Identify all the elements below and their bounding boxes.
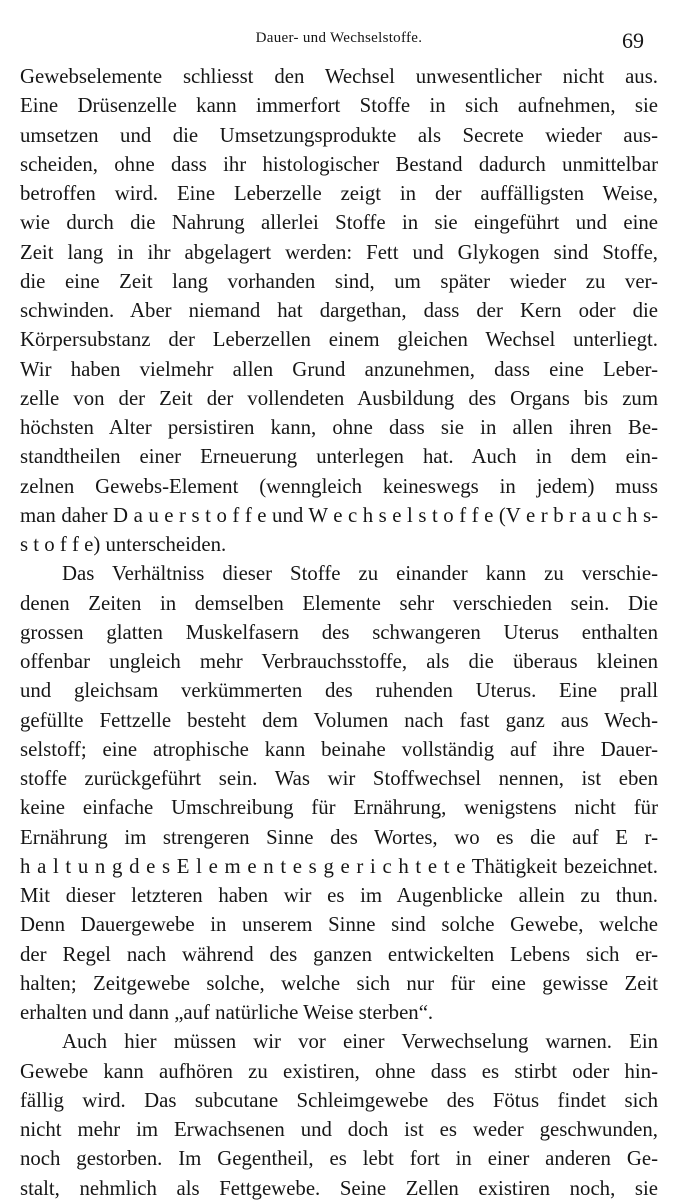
text-line: standtheilen einer Erneuerung unterlegen hat. Auch in dem ein- [20,445,658,469]
text-line: Mit dieser letzteren haben wir es im Augenblicke allein zu thun. [20,884,658,907]
text-line: Auch hier müssen wir vor einer Verwechselung warnen. Ein [62,1030,658,1054]
text-line: denen Zeiten in demselben Elemente sehr verschieden sein. Die [20,591,658,615]
text-line: Ernährung im strengeren Sinne des Wortes, wo es die auf E r- [20,825,658,849]
text-line: zelnen Gewebs-Element (wenngleich keineswegs in jedem) muss [20,474,658,498]
text-line: umsetzen und die Umsetzungsprodukte als Secrete wieder aus- [20,123,658,147]
running-head [20,22,658,52]
text-line: scheiden, ohne dass ihr histologischer Bestand dadurch unmittelbar [20,152,658,176]
text-line: Das Verhältniss dieser Stoffe zu einander kann zu verschie- [62,562,658,586]
text-line: erhalten und dann „auf natürliche Weise sterben“. [20,1001,434,1024]
text-line: halten; Zeitgewebe solche, welche sich nur für eine gewisse Zeit [20,971,658,995]
text-line: h a l t u n g d e s E l e m e n t e s g e r i c h t e t e Thätigkeit bezeichnet. [20,854,658,878]
page-number: 69 [622,28,644,53]
text-line: grossen glatten Muskelfasern des schwangeren Uterus enthalten [20,620,658,644]
running-title: Dauer- und Wechselstoffe. [255,30,423,46]
text-line: höchsten Alter persistiren kann, ohne dass sie in allen ihren Be- [20,416,658,439]
text-line: wie durch die Nahrung allerlei Stoffe in sie eingeführt und eine [20,211,658,235]
text-line: die eine Zeit lang vorhanden sind, um später wieder zu ver- [20,269,658,293]
text-line: und gleichsam verkümmerten des ruhenden Uterus. Eine prall [20,679,658,703]
text-line: stoffe zurückgeführt sein. Was wir Stoffwechsel nennen, ist eben [20,767,658,790]
text-line: gefüllte Fettzelle besteht dem Volumen nach fast ganz aus Wech- [20,708,658,732]
body-text [20,62,658,1203]
text-line: betroffen wird. Eine Leberzelle zeigt in der auffälligsten Weise, [20,182,658,205]
text-line: schwinden. Aber niemand hat dargethan, dass der Kern oder die [20,299,658,322]
text-line: nicht mehr im Erwachsenen und doch ist es weder geschwunden, [20,1118,658,1141]
text-line: Gewebselemente schliesst den Wechsel unwesentlicher nicht aus. [20,65,658,88]
text-line: selstoff; eine atrophische kann beinahe vollständig auf ihre Dauer- [20,737,658,761]
text-line: noch gestorben. Im Gegentheil, es lebt fort in einer anderen Ge- [20,1147,658,1171]
text-line: fällig wird. Das subcutane Schleimgewebe des Fötus findet sich [20,1088,658,1112]
text-line: Denn Dauergewebe in unserem Sinne sind solche Gewebe, welche [20,913,658,937]
text-line: Wir haben vielmehr allen Grund anzunehmen, dass eine Leber- [20,357,658,381]
text-line: keine einfache Umschreibung für Ernährung, wenigstens nicht für [20,796,658,820]
text-line: zelle von der Zeit der vollendeten Ausbildung des Organs bis zum [20,386,658,410]
text-line: Zeit lang in ihr abgelagert werden: Fett und Glykogen sind Stoffe, [20,240,658,264]
text-line: stalt, nehmlich als Fettgewebe. Seine Zellen existiren noch, sie [20,1176,658,1200]
text-line: Gewebe kann aufhören zu existiren, ohne dass es stirbt oder hin- [20,1059,658,1083]
text-line: offenbar ungleich mehr Verbrauchsstoffe, als die überaus kleinen [20,650,658,673]
text-line: Körpersubstanz der Leberzellen einem gleichen Wechsel unterliegt. [20,328,658,352]
text-line: s t o f f e) unterscheiden. [20,533,227,556]
text-line: der Regel nach während des ganzen entwickelten Lebens sich er- [20,942,658,966]
text-line: Eine Drüsenzelle kann immerfort Stoffe in sich aufnehmen, sie [20,94,658,118]
text-line: man daher D a u e r s t o f f e und W e c h s e l s t o f f e (V e r b r a u c h s- [20,503,658,527]
